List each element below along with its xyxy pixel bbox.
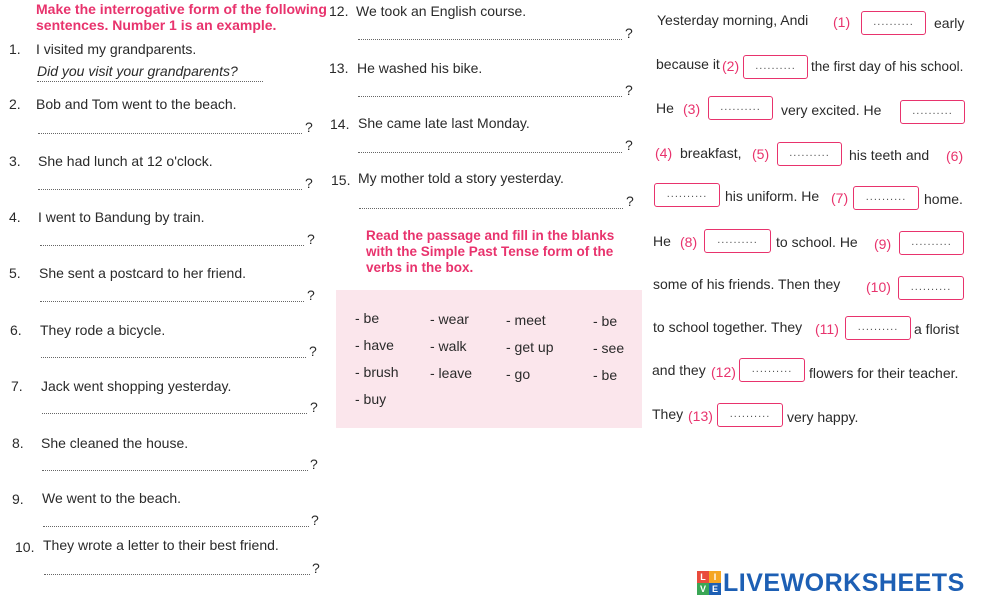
passage-text: some of his friends. Then they bbox=[653, 276, 841, 292]
item-number: 10. bbox=[15, 539, 35, 555]
item-number: 3. bbox=[9, 153, 21, 169]
blank-number: (12) bbox=[711, 364, 736, 380]
answer-line[interactable] bbox=[38, 189, 302, 190]
passage-text: to school. He bbox=[776, 234, 858, 250]
item-number: 14. bbox=[330, 116, 350, 132]
item-number: 5. bbox=[9, 265, 21, 281]
verb-item: - see bbox=[593, 340, 625, 356]
verb-item: - go bbox=[506, 366, 531, 382]
question-mark: ? bbox=[625, 137, 633, 153]
question-mark: ? bbox=[307, 231, 315, 247]
logo-letter: V bbox=[697, 583, 709, 595]
blank-number: (2) bbox=[722, 58, 740, 74]
liveworksheets-icon bbox=[697, 571, 721, 595]
item-number: 2. bbox=[9, 96, 21, 112]
item-number: 13. bbox=[329, 60, 349, 76]
answer-line[interactable] bbox=[43, 526, 309, 527]
brand-name: LIVEWORKSHEETS bbox=[723, 568, 965, 597]
answer-line[interactable] bbox=[358, 152, 622, 153]
item-sentence: Jack went shopping yesterday. bbox=[41, 378, 232, 394]
passage-text: and they bbox=[652, 362, 706, 378]
answer-line[interactable] bbox=[42, 470, 308, 471]
item-sentence: They rode a bicycle. bbox=[40, 322, 166, 338]
answer-line[interactable] bbox=[358, 96, 622, 97]
answer-line[interactable] bbox=[40, 245, 304, 246]
verb-item: - be bbox=[593, 367, 618, 383]
blank-number: (4) bbox=[655, 145, 673, 161]
verb-item: - be bbox=[355, 310, 380, 326]
verb-item: - meet bbox=[506, 312, 546, 328]
question-mark: ? bbox=[626, 193, 634, 209]
item-number: 9. bbox=[12, 491, 24, 507]
passage-text: home. bbox=[924, 191, 963, 207]
question-mark: ? bbox=[310, 399, 318, 415]
question-mark: ? bbox=[625, 25, 633, 41]
answer-line[interactable] bbox=[42, 413, 307, 414]
passage-text: Yesterday morning, Andi bbox=[657, 12, 809, 28]
passage-text: flowers for their teacher. bbox=[809, 365, 959, 381]
verb-item: - brush bbox=[355, 364, 399, 380]
item-number: 6. bbox=[10, 322, 22, 338]
answer-box-5[interactable]: .......... bbox=[777, 142, 842, 166]
logo-letter: I bbox=[709, 571, 721, 583]
question-mark: ? bbox=[310, 456, 318, 472]
item-sentence: She had lunch at 12 o'clock. bbox=[38, 153, 213, 169]
blank-number: (8) bbox=[680, 234, 698, 250]
blank-number: (3) bbox=[683, 101, 701, 117]
answer-box-9[interactable]: .......... bbox=[899, 231, 964, 255]
question-mark: ? bbox=[625, 82, 633, 98]
section2-instruction-line1: Read the passage and fill in the blanks bbox=[366, 228, 615, 243]
section2-instruction-line3: verbs in the box. bbox=[366, 260, 474, 275]
item-sentence: I went to Bandung by train. bbox=[38, 209, 205, 225]
blank-number: (6) bbox=[946, 148, 964, 164]
passage-text: very happy. bbox=[787, 409, 859, 425]
question-mark: ? bbox=[309, 343, 317, 359]
answer-line[interactable] bbox=[38, 133, 302, 134]
passage-text: the first day of his school. bbox=[811, 59, 964, 74]
item-sentence: My mother told a story yesterday. bbox=[358, 170, 564, 186]
answer-box-11[interactable]: .......... bbox=[845, 316, 911, 340]
section1-instruction-line2: sentences. Number 1 is an example. bbox=[36, 17, 277, 33]
answer-box-8[interactable]: .......... bbox=[704, 229, 771, 253]
item-sentence: She came late last Monday. bbox=[358, 115, 530, 131]
blank-number: (10) bbox=[866, 279, 891, 295]
answer-box-3[interactable]: .......... bbox=[708, 96, 773, 120]
question-mark: ? bbox=[311, 512, 319, 528]
verb-box bbox=[336, 290, 642, 428]
section1-instruction-line1: Make the interrogative form of the following bbox=[36, 1, 327, 17]
blank-number: (9) bbox=[874, 236, 892, 252]
answer-box-6[interactable]: .......... bbox=[654, 183, 720, 207]
answer-line[interactable] bbox=[41, 357, 306, 358]
question-mark: ? bbox=[305, 175, 313, 191]
example-answer: Did you visit your grandparents? bbox=[37, 63, 238, 79]
logo-letter: E bbox=[709, 583, 721, 595]
blank-number: (11) bbox=[815, 321, 839, 337]
verb-item: - get up bbox=[506, 339, 554, 355]
blank-number: (1) bbox=[833, 14, 851, 30]
passage-text: a florist bbox=[914, 321, 960, 337]
passage-text: to school together. They bbox=[653, 319, 803, 335]
answer-box-2[interactable]: .......... bbox=[743, 55, 808, 79]
answer-line[interactable] bbox=[40, 301, 304, 302]
passage-text: very excited. He bbox=[781, 102, 882, 118]
item-number: 8. bbox=[12, 435, 24, 451]
blank-number: (7) bbox=[831, 190, 849, 206]
verb-item: - buy bbox=[355, 391, 387, 407]
question-mark: ? bbox=[312, 560, 320, 576]
item-sentence: They wrote a letter to their best friend. bbox=[43, 537, 279, 553]
passage-text: early bbox=[934, 15, 965, 31]
passage-text: breakfast, bbox=[680, 145, 742, 161]
passage-text: his teeth and bbox=[849, 147, 930, 163]
answer-box-10[interactable]: .......... bbox=[898, 276, 964, 300]
answer-box-7[interactable]: .......... bbox=[853, 186, 919, 210]
answer-line[interactable] bbox=[359, 208, 623, 209]
answer-box-13[interactable]: .......... bbox=[717, 403, 783, 427]
answer-box-12[interactable]: .......... bbox=[739, 358, 805, 382]
example-underline bbox=[37, 81, 263, 82]
answer-line[interactable] bbox=[358, 39, 622, 40]
passage-text: because it bbox=[656, 56, 720, 72]
verb-item: - have bbox=[355, 337, 394, 353]
passage-text: his uniform. He bbox=[725, 188, 820, 204]
passage-text: He bbox=[656, 100, 674, 116]
item-sentence: We went to the beach. bbox=[42, 490, 182, 506]
item-sentence: We took an English course. bbox=[356, 3, 527, 19]
question-mark: ? bbox=[305, 119, 313, 135]
answer-box-4[interactable]: .......... bbox=[900, 100, 965, 124]
blank-number: (5) bbox=[752, 146, 770, 162]
item-number: 7. bbox=[11, 378, 23, 394]
item-sentence: He washed his bike. bbox=[357, 60, 483, 76]
item-number: 4. bbox=[9, 209, 21, 225]
verb-item: - walk bbox=[430, 338, 467, 354]
item-sentence: She cleaned the house. bbox=[41, 435, 189, 451]
answer-line[interactable] bbox=[44, 574, 310, 575]
verb-item: - wear bbox=[430, 311, 469, 327]
verb-item: - leave bbox=[430, 365, 473, 381]
item-number: 12. bbox=[329, 3, 349, 19]
answer-box-1[interactable]: .......... bbox=[861, 11, 926, 35]
item-number: 1. bbox=[9, 41, 21, 57]
passage-text: He bbox=[653, 233, 671, 249]
item-number: 15. bbox=[331, 172, 351, 188]
item-sentence: Bob and Tom went to the beach. bbox=[36, 96, 237, 112]
liveworksheets-logo[interactable] bbox=[697, 568, 965, 598]
verb-item: - be bbox=[593, 313, 618, 329]
blank-number: (13) bbox=[688, 408, 713, 424]
item-sentence: She sent a postcard to her friend. bbox=[39, 265, 247, 281]
question-mark: ? bbox=[307, 287, 315, 303]
item-sentence: I visited my grandparents. bbox=[36, 41, 197, 57]
logo-letter: L bbox=[697, 571, 709, 583]
section2-instruction-line2: with the Simple Past Tense form of the bbox=[366, 244, 614, 259]
section1-instruction bbox=[36, 1, 327, 33]
passage-text: They bbox=[652, 406, 684, 422]
section2-instruction bbox=[366, 228, 642, 276]
